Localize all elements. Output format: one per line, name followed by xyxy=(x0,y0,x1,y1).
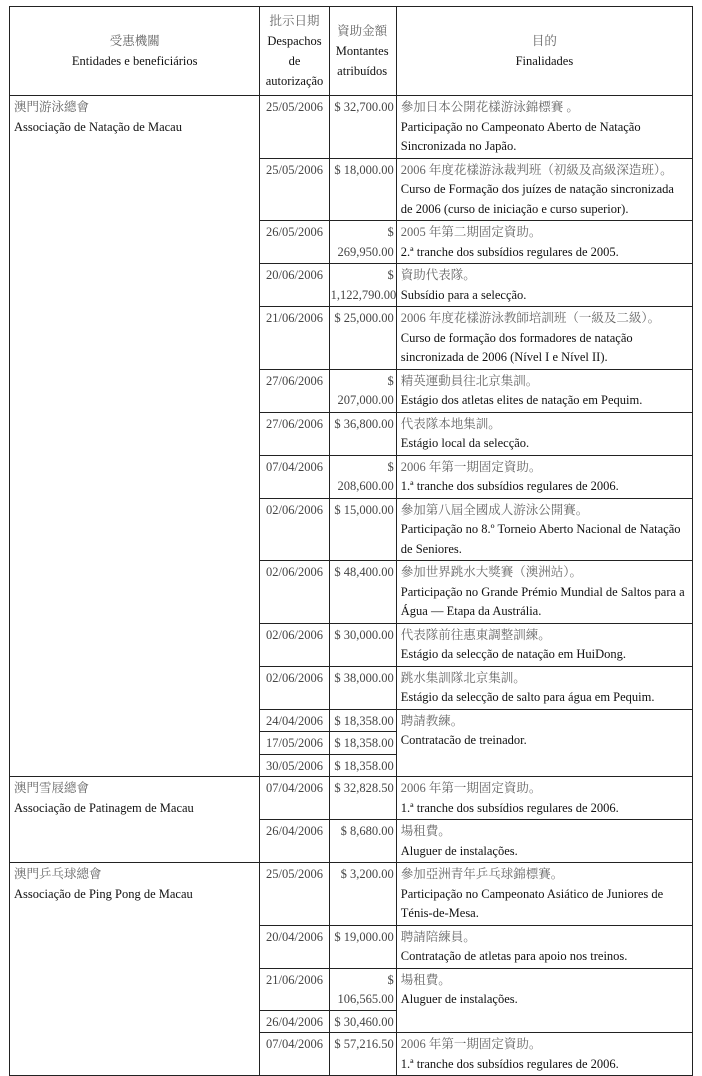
grant-amount: $ 32,700.00 xyxy=(329,96,396,159)
purpose-pt: Participação no Grande Prémio Mundial de Saltos para a Água — Etapa da Austrália. xyxy=(400,584,685,618)
purpose-cell xyxy=(396,561,692,624)
header-purposes-pt: Finalidades xyxy=(515,54,574,68)
grant-amount: $ 18,358.00 xyxy=(329,709,396,732)
purpose-cell xyxy=(396,96,692,159)
approval-date: 30/05/2006 xyxy=(260,754,329,777)
purpose-zh: 精英運動員往北京集訓。 xyxy=(400,373,539,388)
org-name-pt: Associação de Natação de Macau xyxy=(14,119,182,134)
purpose-zh: 聘請陪練員。 xyxy=(400,929,476,944)
grant-amount: $ 208,600.00 xyxy=(329,455,396,498)
approval-date: 24/04/2006 xyxy=(260,709,329,732)
purpose-pt: Estágio da selecção de salto para água em Pequim. xyxy=(400,690,655,704)
org-name-zh: 澳門雪屐總會 xyxy=(14,781,90,795)
org-name-zh: 澳門乒乓球總會 xyxy=(14,867,102,881)
grant-amount: $ 19,000.00 xyxy=(329,925,396,968)
purpose-zh: 參加世界跳水大獎賽（澳洲站）。 xyxy=(400,565,583,579)
purpose-pt: 1.ª tranche dos subsídios regulares de 2006. xyxy=(400,479,619,493)
grant-amount: $ 25,000.00 xyxy=(329,307,396,370)
org-name-pt: Associação de Patinagem de Macau xyxy=(14,800,194,815)
grant-amount: $ 48,400.00 xyxy=(329,561,396,624)
approval-date: 25/05/2006 xyxy=(260,96,329,159)
purpose-zh: 場租費。 xyxy=(400,972,451,987)
approval-date: 27/06/2006 xyxy=(260,412,329,455)
purpose-pt: Estágio local da selecção. xyxy=(400,436,530,450)
grant-amount: $ 18,358.00 xyxy=(329,732,396,755)
header-purposes xyxy=(396,7,692,96)
approval-date: 07/04/2006 xyxy=(260,1033,329,1076)
header-dates-zh: 批示日期 xyxy=(269,14,320,28)
purpose-pt: Curso de Formação dos juízes de natação sincronizada de 2006 (curso de iniciação e curso superior). xyxy=(400,182,674,216)
approval-date: 26/04/2006 xyxy=(260,1010,329,1033)
purpose-cell xyxy=(396,666,692,709)
purpose-cell xyxy=(396,863,692,926)
purpose-cell xyxy=(396,307,692,370)
purpose-pt: Subsídio para a selecção. xyxy=(400,287,527,302)
approval-date: 21/06/2006 xyxy=(260,307,329,370)
approval-date: 02/06/2006 xyxy=(260,666,329,709)
purpose-zh: 場租費。 xyxy=(400,824,451,838)
purpose-cell xyxy=(396,709,692,777)
grant-amount: $ 36,800.00 xyxy=(329,412,396,455)
grant-amount: $ 269,950.00 xyxy=(329,221,396,264)
approval-date: 25/05/2006 xyxy=(260,158,329,221)
grant-amount: $ 32,828.50 xyxy=(329,777,396,820)
purpose-zh: 資助代表隊。 xyxy=(400,268,476,282)
purpose-pt: Curso de formação dos formadores de natação sincronizada de 2006 (Nível I e Nível II). xyxy=(400,330,633,364)
approval-date: 25/05/2006 xyxy=(260,863,329,926)
purpose-cell xyxy=(396,264,692,307)
approval-date: 20/06/2006 xyxy=(260,264,329,307)
header-amounts-pt: Montantes atribuídos xyxy=(335,44,389,78)
header-entities-zh: 受惠機關 xyxy=(109,34,160,48)
header-dates xyxy=(260,7,329,96)
table-row xyxy=(10,777,693,820)
purpose-cell xyxy=(396,623,692,666)
approval-date: 27/06/2006 xyxy=(260,369,329,412)
purpose-pt: Estágio dos atletas elites de natação em Pequim. xyxy=(400,393,643,407)
purpose-cell xyxy=(396,925,692,968)
purpose-cell xyxy=(396,968,692,1033)
purpose-cell xyxy=(396,777,692,820)
approval-date: 21/06/2006 xyxy=(260,968,329,1010)
purpose-zh: 代表隊前往惠東調整訓練。 xyxy=(400,627,551,642)
purpose-cell xyxy=(396,1033,692,1076)
grant-amount: $ 30,460.00 xyxy=(329,1010,396,1033)
org-name-pt: Associação de Ping Pong de Macau xyxy=(14,886,193,901)
approval-date: 26/05/2006 xyxy=(260,221,329,264)
purpose-pt: 1.ª tranche dos subsídios regulares de 2006. xyxy=(400,1056,619,1071)
purpose-pt: Estágio da selecção de natação em HuiDong. xyxy=(400,647,627,661)
grant-amount: $ 3,200.00 xyxy=(329,863,396,926)
purpose-zh: 2006 年度花樣游泳教師培訓班（一級及二級）。 xyxy=(400,311,661,325)
purpose-zh: 2006 年第一期固定資助。 xyxy=(400,1037,542,1051)
purpose-zh: 跳水集訓隊北京集訓。 xyxy=(400,670,526,685)
header-amounts-zh: 資助金額 xyxy=(337,24,388,38)
purpose-zh: 代表隊本地集訓。 xyxy=(400,416,501,431)
approval-date: 20/04/2006 xyxy=(260,925,329,968)
grant-amount: $ 8,680.00 xyxy=(329,820,396,863)
grant-amount: $ 30,000.00 xyxy=(329,623,396,666)
grant-amount: $ 207,000.00 xyxy=(329,369,396,412)
purpose-zh: 2006 年第一期固定資助。 xyxy=(400,459,542,474)
purpose-zh: 參加亞洲青年乒乓球錦標賽。 xyxy=(400,867,564,881)
approval-date: 26/04/2006 xyxy=(260,820,329,863)
purpose-pt: 1.ª tranche dos subsídios regulares de 2006. xyxy=(400,800,619,815)
purpose-cell xyxy=(396,158,692,221)
approval-date: 07/04/2006 xyxy=(260,455,329,498)
grants-table xyxy=(9,6,693,1076)
purpose-cell xyxy=(396,369,692,412)
org-cell xyxy=(10,96,260,777)
approval-date: 02/06/2006 xyxy=(260,623,329,666)
grant-amount: $ 57,216.50 xyxy=(329,1033,396,1076)
purpose-pt: 2.ª tranche dos subsídios regulares de 2005. xyxy=(400,244,619,259)
purpose-pt: Participação no 8.º Torneio Aberto Nacional de Natação de Seniores. xyxy=(400,522,681,556)
purpose-cell xyxy=(396,820,692,863)
header-row xyxy=(10,7,693,96)
header-purposes-zh: 目的 xyxy=(531,34,557,48)
grants-body xyxy=(10,96,693,1076)
table-row xyxy=(10,863,693,926)
purpose-zh: 參加日本公開花樣游泳錦標賽 。 xyxy=(400,100,579,114)
purpose-cell xyxy=(396,412,692,455)
purpose-zh: 聘請教練。 xyxy=(400,713,464,728)
purpose-cell xyxy=(396,221,692,264)
grant-amount: $ 106,565.00 xyxy=(329,968,396,1010)
purpose-cell xyxy=(396,455,692,498)
approval-date: 17/05/2006 xyxy=(260,732,329,755)
header-entities-pt: Entidades e beneficiários xyxy=(71,54,198,68)
purpose-pt: Participação no Campeonato Asiático de Juniores de Ténis-de-Mesa. xyxy=(400,886,664,920)
org-name-zh: 澳門游泳總會 xyxy=(14,100,90,114)
header-entities xyxy=(10,7,260,96)
purpose-pt: Aluguer de instalações. xyxy=(400,843,518,858)
approval-date: 02/06/2006 xyxy=(260,561,329,624)
org-cell xyxy=(10,777,260,863)
purpose-zh: 2006 年度花樣游泳裁判班（初級及高級深造班）。 xyxy=(400,162,673,177)
approval-date: 07/04/2006 xyxy=(260,777,329,820)
grant-amount: $ 15,000.00 xyxy=(329,498,396,561)
grant-amount: $ 38,000.00 xyxy=(329,666,396,709)
purpose-zh: 參加第八屆全國成人游泳公開賽。 xyxy=(400,502,589,517)
table-row xyxy=(10,96,693,159)
grant-amount: $ 18,358.00 xyxy=(329,754,396,777)
grant-amount: $ 18,000.00 xyxy=(329,158,396,221)
purpose-pt: Contratacão de treinador. xyxy=(400,733,527,747)
approval-date: 02/06/2006 xyxy=(260,498,329,561)
purpose-cell xyxy=(396,498,692,561)
purpose-zh: 2005 年第二期固定資助。 xyxy=(400,225,542,239)
purpose-pt: Aluguer de instalações. xyxy=(400,992,518,1006)
purpose-zh: 2006 年第一期固定資助。 xyxy=(400,781,542,795)
purpose-pt: Contratação de atletas para apoio nos treinos. xyxy=(400,949,628,963)
header-amounts xyxy=(329,7,396,96)
header-dates-pt: Despachos de autorização xyxy=(265,34,324,88)
org-cell xyxy=(10,863,260,1076)
grant-amount: $ 1,122,790.00 xyxy=(329,264,396,307)
purpose-pt: Participação no Campeonato Aberto de Natação Sincronizada no Japão. xyxy=(400,119,641,153)
